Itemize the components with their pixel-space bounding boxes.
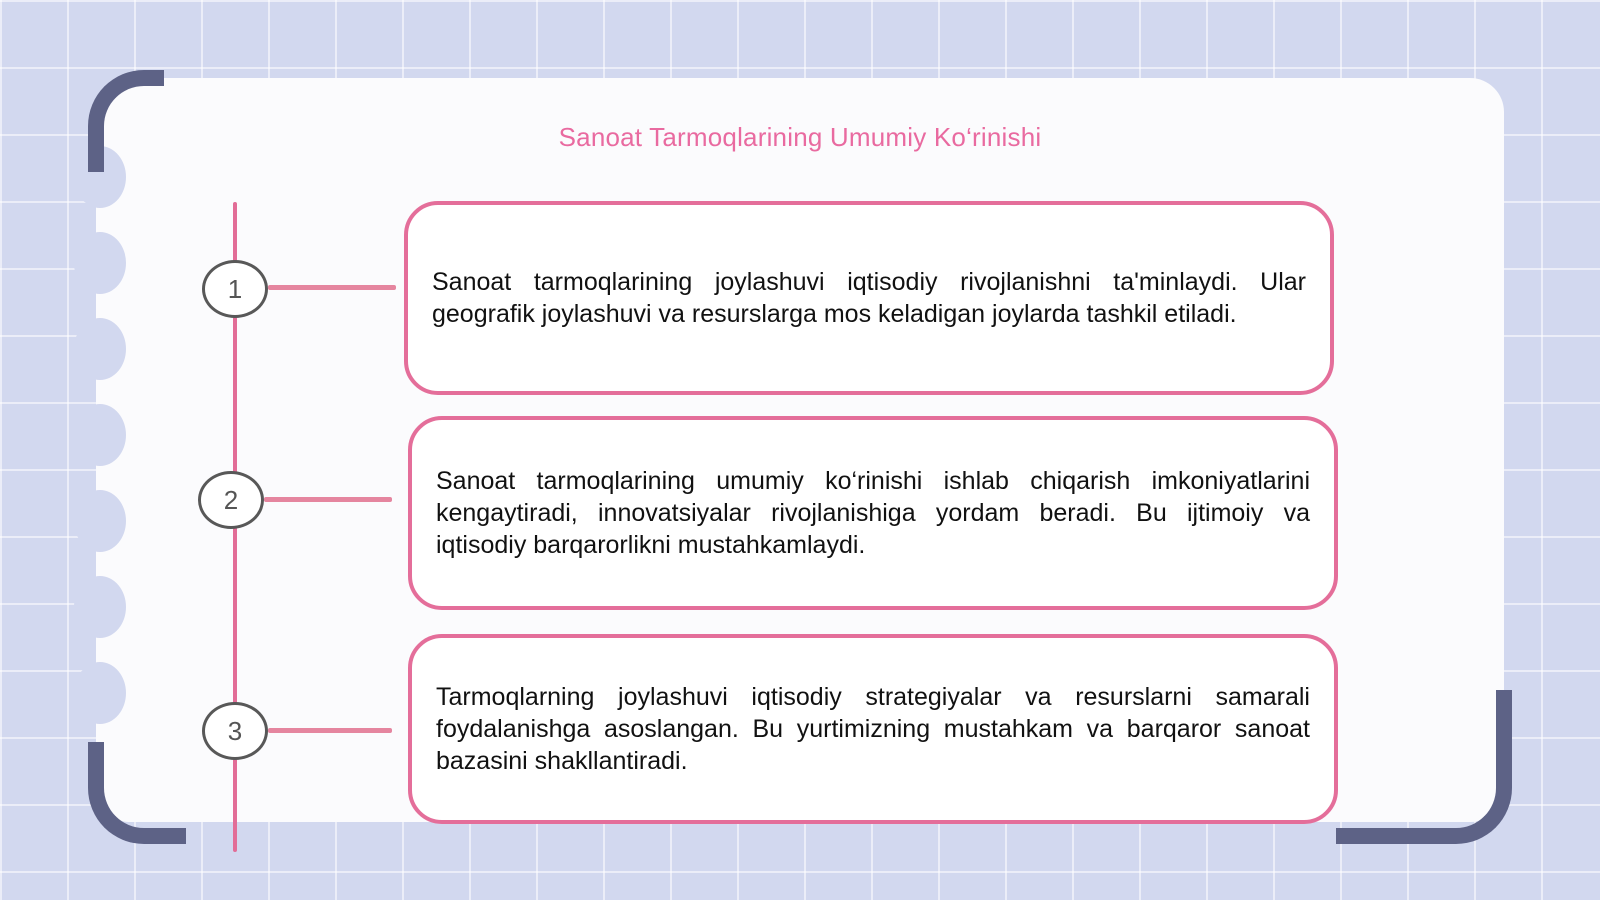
- step-text-3: Tarmoqlarning joylashuvi iqtisodiy strategiyalar va resurslarni samarali foydalanishga asoslangan. Bu yurtimizning mustahkam va barqaror sanoat bazasini shakllantiradi.: [436, 683, 1310, 775]
- step-connector-2: [264, 497, 392, 502]
- notebook-hole: [74, 576, 126, 638]
- step-number-3: 3: [202, 702, 268, 760]
- notebook-hole: [74, 318, 126, 380]
- corner-bracket-bottom-left: [88, 742, 186, 844]
- step-box-2: [408, 416, 1338, 610]
- step-number-1: 1: [202, 260, 268, 318]
- step-box-1: [404, 201, 1334, 395]
- slide-title: Sanoat Tarmoqlarining Umumiy Ko‘rinishi: [558, 122, 1042, 152]
- notebook-hole: [74, 232, 126, 294]
- step-connector-3: [268, 728, 392, 733]
- notebook-hole: [74, 404, 126, 466]
- step-number-2: 2: [198, 471, 264, 529]
- step-connector-1: [268, 285, 396, 290]
- step-text-2: Sanoat tarmoqlarining umumiy ko‘rinishi ishlab chiqarish imkoniyatlarini kengaytiradi, innovatsiyalar rivojlanishiga yordam beradi. Bu ijtimoiy va iqtisodiy barqarorlikni mustahkamlaydi.: [436, 467, 1310, 559]
- corner-bracket-bottom-right: [1336, 690, 1512, 844]
- corner-bracket-top-left: [88, 70, 164, 172]
- step-box-3: [408, 634, 1338, 824]
- notebook-hole: [74, 490, 126, 552]
- notebook-hole: [74, 662, 126, 724]
- step-text-1: Sanoat tarmoqlarining joylashuvi iqtisodiy rivojlanishni ta'minlaydi. Ular geografik joylashuvi va resurslarga mos keladigan joylarda tashkil etiladi.: [432, 268, 1306, 328]
